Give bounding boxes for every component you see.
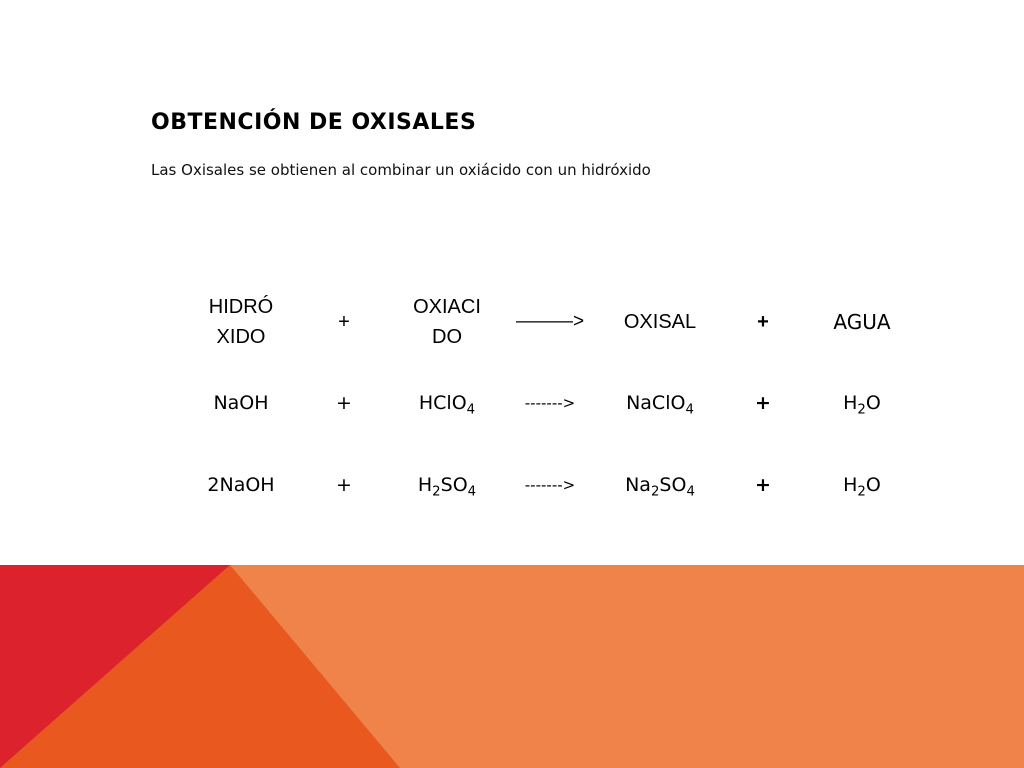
header-oxisal: OXISAL — [623, 310, 697, 333]
row2-arrow: -------> — [524, 476, 576, 494]
header-arrow: ———> — [515, 311, 585, 332]
row1-acid: HClO$_4$ — [418, 392, 476, 418]
row2-plus-2: + — [755, 474, 771, 496]
slide-subtitle: Las Oxisales se obtienen al combinar un oxiácido con un hidróxido — [151, 161, 651, 179]
row2-plus-1: + — [336, 474, 352, 496]
header-oxiacido: OXIACI DO — [413, 296, 481, 348]
row2-water: $H_2O$ — [843, 474, 881, 500]
row1-arrow: -------> — [524, 394, 576, 412]
header-hidroxido: HIDRÓ XIDO — [208, 296, 274, 348]
row1-plus-1: + — [336, 392, 352, 414]
reaction-table — [193, 282, 913, 526]
header-plus-1: + — [338, 310, 350, 333]
decorative-footer-band — [0, 565, 1024, 768]
header-plus-2: + — [757, 310, 769, 333]
slide-title: OBTENCIÓN DE OXISALES — [151, 110, 477, 135]
table-header-row — [193, 282, 913, 362]
table-row — [193, 362, 913, 444]
row2-salt: $Na_2SO_4$ — [625, 474, 695, 500]
row1-water: $H_2O$ — [843, 392, 881, 418]
row2-base: 2NaOH — [207, 474, 275, 496]
row2-acid: $H_2SO_4$ — [417, 474, 477, 500]
row1-base: NaOH — [213, 392, 269, 414]
table-row — [193, 444, 913, 526]
header-agua: AGUA — [833, 310, 891, 334]
row1-salt: NaClO$_4$ — [626, 392, 694, 418]
row1-plus-2: + — [755, 392, 771, 414]
